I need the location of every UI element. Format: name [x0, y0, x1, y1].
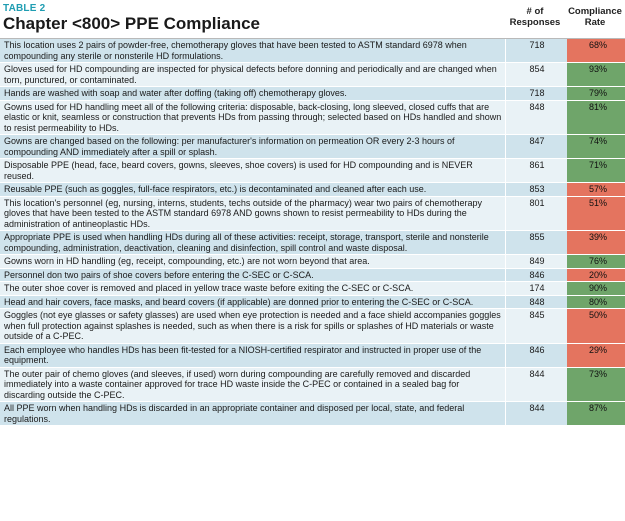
compliance-rate-cell: 73%: [567, 367, 625, 402]
criterion-text: Personnel don two pairs of shoe covers before entering the C-SEC or C-SCA.: [0, 268, 506, 282]
criterion-text: The outer pair of chemo gloves (and sleeves, if used) worn during compounding are carefully removed and discarded immediately into a waste container approved for trace HD waste inside the C-PEC or contained in a sealed bag for discarding outside the C-PEC.: [0, 367, 506, 402]
criterion-text: Appropriate PPE is used when handling HDs during all of these activities: receipt, storage, transport, sterile and nonsterile compounding, administration, deactivation, cleaning and disinfection, spill control and waste disposal.: [0, 231, 506, 255]
column-header-rate: Compliance Rate: [568, 6, 622, 28]
responses-cell: 845: [506, 309, 568, 344]
responses-cell: 846: [506, 268, 568, 282]
table-row: [0, 135, 625, 159]
responses-cell: 718: [506, 39, 568, 63]
table-row: [0, 39, 625, 63]
compliance-rate-cell: 39%: [567, 231, 625, 255]
compliance-rate-cell: 29%: [567, 343, 625, 367]
compliance-rate-cell: 68%: [567, 39, 625, 63]
compliance-rate-cell: 50%: [567, 309, 625, 344]
table-row: [0, 343, 625, 367]
criterion-text: Reusable PPE (such as goggles, full-face respirators, etc.) is decontaminated and cleaned after each use.: [0, 183, 506, 197]
table-row: [0, 295, 625, 309]
compliance-rate-cell: 57%: [567, 183, 625, 197]
responses-cell: 174: [506, 282, 568, 296]
compliance-table: [0, 39, 625, 426]
responses-cell: 848: [506, 295, 568, 309]
responses-cell: 844: [506, 402, 568, 426]
table-row: [0, 282, 625, 296]
criterion-text: Goggles (not eye glasses or safety glasses) are used when eye protection is needed and a face shield accompanies goggles when full protection against splashes is needed, such as when there is a risk for spills or splashes of HD materials or waste outside of a C-PEC.: [0, 309, 506, 344]
compliance-rate-cell: 87%: [567, 402, 625, 426]
compliance-rate-cell: 51%: [567, 196, 625, 231]
criterion-text: This location's personnel (eg, nursing, interns, students, techs outside of the pharmacy) wear two pairs of chemotherapy gloves that have been tested to the ASTM standard 6978 AND gowns shown to resist permeability to HDs during the administration of antineoplastic HDs.: [0, 196, 506, 231]
table-row: [0, 309, 625, 344]
criterion-text: All PPE worn when handling HDs is discarded in an appropriate container and disposed per local, state, and federal regulations.: [0, 402, 506, 426]
responses-cell: 847: [506, 135, 568, 159]
table-row: [0, 255, 625, 269]
responses-cell: 846: [506, 343, 568, 367]
table-row: [0, 367, 625, 402]
responses-cell: 849: [506, 255, 568, 269]
compliance-rate-cell: 74%: [567, 135, 625, 159]
compliance-rate-cell: 93%: [567, 63, 625, 87]
compliance-rate-cell: 81%: [567, 100, 625, 135]
responses-cell: 854: [506, 63, 568, 87]
compliance-rate-cell: 76%: [567, 255, 625, 269]
criterion-text: Gowns worn in HD handling (eg, receipt, compounding, etc.) are not worn beyond that area.: [0, 255, 506, 269]
table-row: [0, 159, 625, 183]
table-title: Chapter <800> PPE Compliance: [3, 14, 260, 33]
compliance-rate-cell: 20%: [567, 268, 625, 282]
criterion-text: Gowns are changed based on the following: per manufacturer's information on permeation OR every 2-3 hours of compounding AND immediately after a spill or splash.: [0, 135, 506, 159]
criterion-text: Disposable PPE (head, face, beard covers, gowns, sleeves, shoe covers) is used for HD compounding and is NEVER reused.: [0, 159, 506, 183]
table-row: [0, 87, 625, 101]
compliance-rate-cell: 80%: [567, 295, 625, 309]
responses-cell: 718: [506, 87, 568, 101]
criterion-text: The outer shoe cover is removed and placed in yellow trace waste before exiting the C-SEC or C-SCA.: [0, 282, 506, 296]
table-row: [0, 183, 625, 197]
table-row: [0, 268, 625, 282]
table-label: TABLE 2: [3, 3, 46, 14]
table-header: [0, 0, 625, 39]
criterion-text: Hands are washed with soap and water after doffing (taking off) chemotherapy gloves.: [0, 87, 506, 101]
criterion-text: Head and hair covers, face masks, and beard covers (if applicable) are donned prior to entering the C-SEC or C-SCA.: [0, 295, 506, 309]
compliance-rate-cell: 90%: [567, 282, 625, 296]
criterion-text: This location uses 2 pairs of powder-free, chemotherapy gloves that have been tested to ASTM standard 6978 when compounding any sterile or nonsterile HD formulations.: [0, 39, 506, 63]
criterion-text: Each employee who handles HDs has been fit-tested for a NIOSH-certified respirator and instructed in proper use of the equipment.: [0, 343, 506, 367]
responses-cell: 848: [506, 100, 568, 135]
table-row: [0, 231, 625, 255]
compliance-rate-cell: 71%: [567, 159, 625, 183]
responses-cell: 853: [506, 183, 568, 197]
table-row: [0, 196, 625, 231]
criterion-text: Gowns used for HD handling meet all of the following criteria: disposable, back-closing, long sleeved, closed cuffs that are elastic or knit, seamless or construction that prevents HDs from passing through; selected based on HDs handled and shown to resist permeability to HDs.: [0, 100, 506, 135]
table-row: [0, 402, 625, 426]
criterion-text: Gloves used for HD compounding are inspected for physical defects before donning and periodically and are changed when torn, punctured, or contaminated.: [0, 63, 506, 87]
table-row: [0, 100, 625, 135]
compliance-rate-cell: 79%: [567, 87, 625, 101]
table-row: [0, 63, 625, 87]
responses-cell: 855: [506, 231, 568, 255]
responses-cell: 844: [506, 367, 568, 402]
column-header-responses: # of Responses: [509, 6, 561, 28]
responses-cell: 861: [506, 159, 568, 183]
responses-cell: 801: [506, 196, 568, 231]
